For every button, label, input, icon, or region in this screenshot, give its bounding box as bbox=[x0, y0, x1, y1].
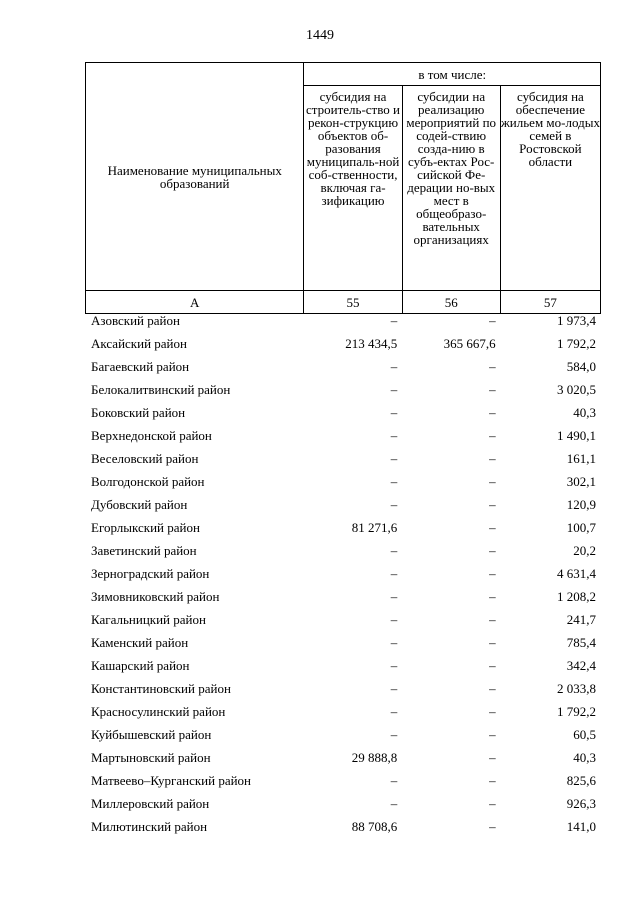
municipality-name-cell: Боковский район bbox=[91, 405, 186, 420]
municipality-name-cell: Багаевский район bbox=[91, 359, 190, 374]
value-cell-56: – bbox=[489, 451, 496, 466]
municipality-name-cell: Красносулинский район bbox=[91, 704, 226, 719]
value-cell-56: – bbox=[489, 428, 496, 443]
table-row bbox=[85, 585, 601, 608]
value-cell-55: – bbox=[390, 612, 398, 627]
value-cell-55: – bbox=[390, 543, 398, 558]
value-cell-55: – bbox=[390, 681, 398, 696]
column-header-name: Наименование муниципальных образований bbox=[86, 63, 304, 291]
municipality-name-cell: Милютинский район bbox=[91, 819, 208, 834]
value-cell-57: 1 792,2 bbox=[557, 704, 596, 719]
value-cell-57: 1 490,1 bbox=[557, 428, 596, 443]
municipality-name-cell: Зерноградский район bbox=[91, 566, 210, 581]
table-row bbox=[85, 562, 601, 585]
table-row bbox=[85, 378, 601, 401]
value-cell-56: – bbox=[489, 796, 496, 811]
municipality-name-cell: Аксайский район bbox=[91, 336, 187, 351]
value-cell-56: – bbox=[489, 681, 496, 696]
table-row bbox=[85, 723, 601, 746]
value-cell-55: 29 888,8 bbox=[351, 750, 398, 765]
value-cell-56: – bbox=[489, 382, 496, 397]
value-cell-57: 342,4 bbox=[566, 658, 596, 673]
table-row bbox=[85, 516, 601, 539]
value-cell-55: – bbox=[390, 658, 398, 673]
table-row bbox=[85, 815, 601, 838]
municipality-name-cell: Веселовский район bbox=[91, 451, 199, 466]
municipality-name-cell: Зимовниковский район bbox=[91, 589, 220, 604]
value-cell-55: – bbox=[390, 773, 398, 788]
table-body bbox=[85, 309, 601, 838]
value-cell-55: – bbox=[390, 727, 398, 742]
value-cell-57: 3 020,5 bbox=[557, 382, 596, 397]
value-cell-55: – bbox=[390, 313, 398, 328]
municipality-name-cell: Миллеровский район bbox=[91, 796, 210, 811]
page-number: 1449 bbox=[306, 28, 334, 43]
municipality-name-cell: Каменский район bbox=[91, 635, 189, 650]
table-row bbox=[85, 470, 601, 493]
value-cell-57: 100,7 bbox=[566, 520, 596, 535]
table-row bbox=[85, 332, 601, 355]
value-cell-57: 1 208,2 bbox=[557, 589, 596, 604]
value-cell-57: 20,2 bbox=[573, 543, 596, 558]
municipality-name-cell: Константиновский район bbox=[91, 681, 231, 696]
table-row bbox=[85, 677, 601, 700]
table-row bbox=[85, 447, 601, 470]
municipality-name-cell: Матвеево–Курганский район bbox=[91, 773, 252, 788]
value-cell-56: – bbox=[489, 658, 496, 673]
municipality-name-cell: Белокалитвинский район bbox=[91, 382, 231, 397]
value-cell-56: – bbox=[489, 543, 496, 558]
table-row bbox=[85, 493, 601, 516]
value-cell-56: – bbox=[489, 773, 496, 788]
value-cell-57: 1 973,4 bbox=[557, 313, 596, 328]
table-row bbox=[85, 769, 601, 792]
column-header-55: субсидия на строитель-ство и рекон-струкцию объектов об-разования муниципаль-ной соб-ственности, включая га-зификацию bbox=[304, 86, 402, 291]
column-code-55: 55 bbox=[304, 291, 402, 314]
value-cell-57: 4 631,4 bbox=[557, 566, 596, 581]
table-row bbox=[85, 424, 601, 447]
value-cell-55: – bbox=[390, 451, 398, 466]
municipality-name-cell: Заветинский район bbox=[91, 543, 197, 558]
value-cell-56: – bbox=[489, 704, 496, 719]
value-cell-57: 141,0 bbox=[566, 819, 596, 834]
value-cell-56: – bbox=[489, 612, 496, 627]
value-cell-55: – bbox=[390, 566, 398, 581]
value-cell-56: 365 667,6 bbox=[443, 336, 496, 351]
value-cell-55: – bbox=[390, 428, 398, 443]
value-cell-56: – bbox=[489, 589, 496, 604]
value-cell-55: 213 434,5 bbox=[345, 336, 398, 351]
value-cell-56: – bbox=[489, 359, 496, 374]
value-cell-55: – bbox=[390, 474, 398, 489]
value-cell-56: – bbox=[489, 750, 496, 765]
value-cell-55: – bbox=[390, 359, 398, 374]
value-cell-56: – bbox=[489, 566, 496, 581]
value-cell-57: 825,6 bbox=[566, 773, 596, 788]
column-code-a: А bbox=[86, 291, 304, 314]
value-cell-56: – bbox=[489, 313, 496, 328]
value-cell-56: – bbox=[489, 727, 496, 742]
value-cell-56: – bbox=[489, 405, 496, 420]
column-code-57: 57 bbox=[500, 291, 600, 314]
value-cell-57: 40,3 bbox=[573, 405, 596, 420]
table-row bbox=[85, 792, 601, 815]
municipality-name-cell: Верхнедонской район bbox=[91, 428, 212, 443]
value-cell-56: – bbox=[489, 474, 496, 489]
value-cell-55: – bbox=[390, 635, 398, 650]
table-row bbox=[85, 309, 601, 332]
value-cell-57: 40,3 bbox=[573, 750, 596, 765]
value-cell-57: 584,0 bbox=[566, 359, 596, 374]
table-row bbox=[85, 539, 601, 562]
value-cell-57: 120,9 bbox=[566, 497, 596, 512]
value-cell-57: 785,4 bbox=[566, 635, 596, 650]
value-cell-55: 81 271,6 bbox=[351, 520, 398, 535]
municipality-name-cell: Егорлыкский район bbox=[91, 520, 200, 535]
municipality-name-cell: Волгодонской район bbox=[91, 474, 205, 489]
column-header-57: субсидия на обеспечение жильем мо-лодых семей в Ростовской области bbox=[500, 86, 600, 291]
value-cell-55: 88 708,6 bbox=[351, 819, 398, 834]
value-cell-55: – bbox=[390, 796, 398, 811]
value-cell-55: – bbox=[390, 382, 398, 397]
column-group-header: в том числе: bbox=[304, 63, 601, 86]
value-cell-55: – bbox=[390, 405, 398, 420]
municipality-name-cell: Дубовский район bbox=[91, 497, 188, 512]
table-row bbox=[85, 401, 601, 424]
table-header bbox=[85, 62, 601, 314]
table-row bbox=[85, 608, 601, 631]
value-cell-55: – bbox=[390, 704, 398, 719]
value-cell-55: – bbox=[390, 497, 398, 512]
value-cell-57: 302,1 bbox=[566, 474, 596, 489]
value-cell-56: – bbox=[489, 819, 496, 834]
value-cell-57: 161,1 bbox=[566, 451, 596, 466]
table-row bbox=[85, 746, 601, 769]
municipality-name-cell: Куйбышевский район bbox=[91, 727, 212, 742]
table-row bbox=[85, 700, 601, 723]
table-row bbox=[85, 355, 601, 378]
municipality-name-cell: Кашарский район bbox=[91, 658, 190, 673]
value-cell-56: – bbox=[489, 635, 496, 650]
value-cell-56: – bbox=[489, 497, 496, 512]
municipality-name-cell: Кагальницкий район bbox=[91, 612, 206, 627]
table-row bbox=[85, 631, 601, 654]
value-cell-57: 60,5 bbox=[573, 727, 596, 742]
column-code-56: 56 bbox=[402, 291, 500, 314]
value-cell-56: – bbox=[489, 520, 496, 535]
municipality-name-cell: Азовский район bbox=[91, 313, 180, 328]
value-cell-57: 2 033,8 bbox=[557, 681, 596, 696]
value-cell-57: 1 792,2 bbox=[557, 336, 596, 351]
value-cell-57: 241,7 bbox=[566, 612, 596, 627]
municipality-name-cell: Мартыновский район bbox=[91, 750, 211, 765]
column-header-56: субсидии на реализацию мероприятий по содей-ствию созда-нию в субъ-ектах Рос-сийской Фе-дерации но-вых мест в общеобразо-вательных организациях bbox=[402, 86, 500, 291]
value-cell-55: – bbox=[390, 589, 398, 604]
value-cell-57: 926,3 bbox=[566, 796, 596, 811]
data-table bbox=[85, 309, 601, 838]
table-row bbox=[85, 654, 601, 677]
